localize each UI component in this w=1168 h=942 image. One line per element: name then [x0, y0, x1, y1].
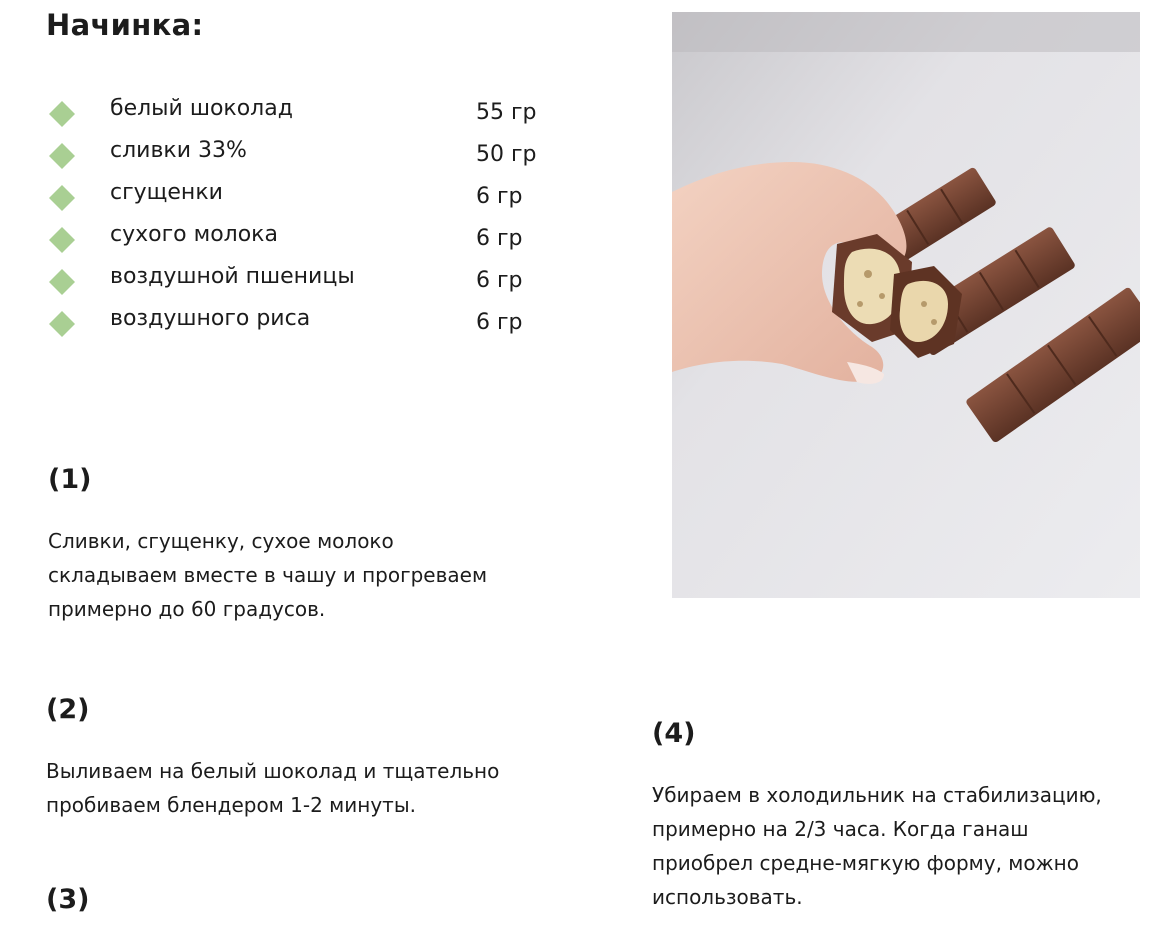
- ingredient-qty: 6 гр: [476, 184, 523, 209]
- step-line: Убираем в холодильник на стабилизацию,: [652, 783, 1102, 807]
- section-title: Начинка:: [46, 8, 204, 42]
- ingredient-qty: 55 гр: [476, 100, 537, 125]
- ingredient-row: [46, 94, 566, 136]
- step-line: приобрел средне-мягкую форму, можно: [652, 851, 1079, 875]
- step-line: примерно на 2/3 часа. Когда ганаш: [652, 817, 1029, 841]
- diamond-bullet-icon: [49, 311, 75, 337]
- step-line: Сливки, сгущенку, сухое молоко: [48, 529, 394, 553]
- ingredient-name: сухого молока: [110, 222, 278, 247]
- ingredient-qty: 6 гр: [476, 268, 523, 293]
- chocolate-bar-photo: [672, 12, 1140, 598]
- step-4-label: (4): [652, 718, 696, 749]
- step-line: пробиваем блендером 1-2 минуты.: [46, 793, 416, 817]
- step-3-label: (3): [46, 884, 90, 915]
- ingredient-row: [46, 178, 566, 220]
- diamond-bullet-icon: [49, 269, 75, 295]
- ingredient-name: белый шоколад: [110, 96, 293, 121]
- step-line: Выливаем на белый шоколад и тщательно: [46, 759, 500, 783]
- step-2-label: (2): [46, 694, 90, 725]
- ingredient-name: воздушного риса: [110, 306, 311, 331]
- ingredient-row: [46, 304, 566, 346]
- diamond-bullet-icon: [49, 185, 75, 211]
- ingredient-name: сгущенки: [110, 180, 223, 205]
- step-line: примерно до 60 градусов.: [48, 597, 326, 621]
- diamond-bullet-icon: [49, 143, 75, 169]
- ingredient-row: [46, 136, 566, 178]
- ingredient-name: воздушной пшеницы: [110, 264, 355, 289]
- step-2-text: [46, 754, 499, 822]
- step-1-label: (1): [48, 464, 92, 495]
- step-line: складываем вместе в чашу и прогреваем: [48, 563, 488, 587]
- diamond-bullet-icon: [49, 101, 75, 127]
- ingredient-qty: 50 гр: [476, 142, 537, 167]
- step-4-text: [652, 778, 1102, 914]
- ingredient-list: [46, 94, 566, 346]
- ingredient-name: сливки 33%: [110, 138, 247, 163]
- ingredient-row: [46, 262, 566, 304]
- ingredient-qty: 6 гр: [476, 226, 523, 251]
- step-line: использовать.: [652, 885, 803, 909]
- ingredient-row: [46, 220, 566, 262]
- ingredient-qty: 6 гр: [476, 310, 523, 335]
- diamond-bullet-icon: [49, 227, 75, 253]
- step-1-text: [48, 524, 487, 626]
